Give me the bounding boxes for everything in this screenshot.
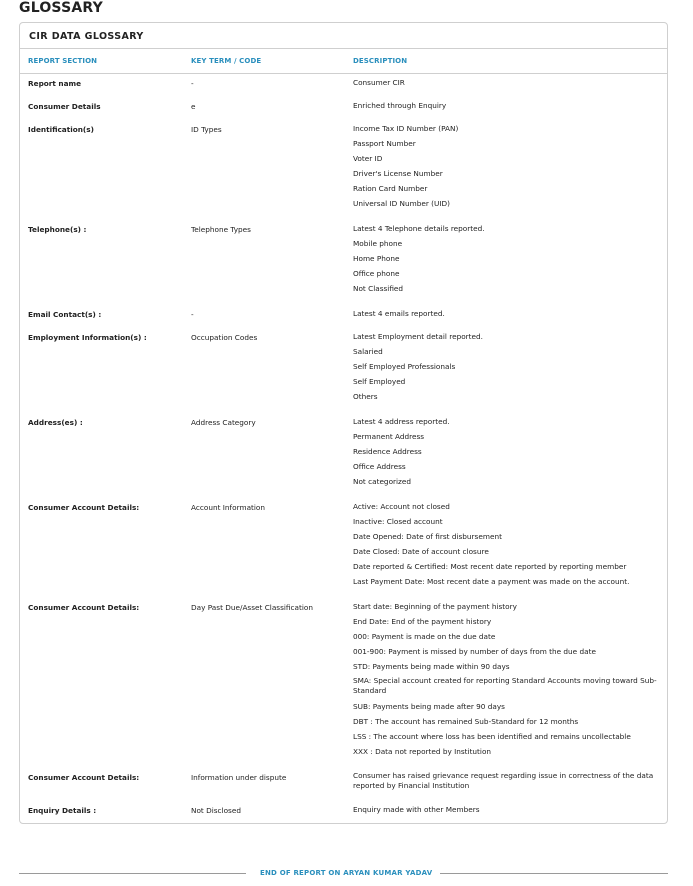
row-section: Email Contact(s) :	[28, 310, 102, 319]
description-line: Ration Card Number	[353, 184, 428, 193]
glossary-card	[19, 22, 668, 824]
header-report-section: REPORT SECTION	[28, 57, 98, 65]
description-line: Driver's License Number	[353, 169, 443, 178]
description-line: Latest 4 Telephone details reported.	[353, 224, 485, 233]
description-line: SUB: Payments being made after 90 days	[353, 702, 505, 711]
description-line: Date reported & Certified: Most recent date reported by reporting member	[353, 562, 627, 571]
row-term: Telephone Types	[191, 225, 251, 234]
description-line: Residence Address	[353, 447, 422, 456]
row-section: Consumer Account Details:	[28, 773, 140, 782]
description-line: Active: Account not closed	[353, 502, 450, 511]
footer-rule-left	[19, 873, 246, 874]
description-line: Latest 4 emails reported.	[353, 309, 445, 318]
description-line: Consumer CIR	[353, 78, 405, 87]
row-description	[353, 414, 663, 489]
row-term: ID Types	[191, 125, 222, 134]
description-line: Income Tax ID Number (PAN)	[353, 124, 459, 133]
header-description: DESCRIPTION	[353, 57, 408, 65]
description-line: LSS : The account where loss has been identified and remains uncollectable	[353, 732, 631, 741]
row-section: Enquiry Details :	[28, 806, 97, 815]
row-description	[353, 75, 663, 90]
description-line: Inactive: Closed account	[353, 517, 443, 526]
row-section: Consumer Account Details:	[28, 603, 140, 612]
description-line: Passport Number	[353, 139, 416, 148]
row-description	[353, 329, 663, 404]
description-line: Latest Employment detail reported.	[353, 332, 483, 341]
row-term: -	[191, 310, 194, 319]
description-line: STD: Payments being made within 90 days	[353, 662, 510, 671]
row-description	[353, 306, 663, 321]
footer-rule-right	[440, 873, 668, 874]
row-section: Employment Information(s) :	[28, 333, 147, 342]
description-line: Office phone	[353, 269, 400, 278]
header-divider	[20, 73, 667, 74]
description-line: Enquiry made with other Members	[353, 805, 480, 814]
row-description	[353, 98, 663, 113]
row-term: e	[191, 102, 196, 111]
description-line: SMA: Special account created for reporting Standard Accounts moving toward Sub-Standard	[353, 676, 657, 695]
row-term: Not Disclosed	[191, 806, 241, 815]
header-key-term: KEY TERM / CODE	[191, 57, 262, 65]
description-line: Consumer has raised grievance request regarding issue in correctness of the data reported by Financial Institution	[353, 771, 654, 790]
description-line: Office Address	[353, 462, 406, 471]
card-divider	[20, 48, 667, 49]
card-title: CIR DATA GLOSSARY	[29, 31, 144, 42]
end-of-report-text: END OF REPORT ON ARYAN KUMAR YADAV	[260, 869, 433, 877]
description-line: Others	[353, 392, 378, 401]
row-term: -	[191, 79, 194, 88]
row-description	[353, 769, 663, 794]
row-term: Address Category	[191, 418, 256, 427]
row-description	[353, 802, 663, 817]
description-line: Date Opened: Date of first disbursement	[353, 532, 502, 541]
row-term: Day Past Due/Asset Classification	[191, 603, 313, 612]
page-title: GLOSSARY	[19, 0, 103, 16]
row-description	[353, 499, 663, 589]
description-line: Latest 4 address reported.	[353, 417, 450, 426]
description-line: Self Employed	[353, 377, 406, 386]
description-line: Self Employed Professionals	[353, 362, 456, 371]
row-description	[353, 121, 663, 211]
description-line: Voter ID	[353, 154, 383, 163]
row-section: Telephone(s) :	[28, 225, 87, 234]
description-line: Not Classified	[353, 284, 404, 293]
description-line: Mobile phone	[353, 239, 403, 248]
row-section: Identification(s)	[28, 125, 94, 134]
description-line: Enriched through Enquiry	[353, 101, 447, 110]
description-line: Permanent Address	[353, 432, 425, 441]
description-line: End Date: End of the payment history	[353, 617, 492, 626]
row-section: Consumer Details	[28, 102, 101, 111]
description-line: XXX : Data not reported by Institution	[353, 747, 492, 756]
description-line: Salaried	[353, 347, 383, 356]
row-term: Account Information	[191, 503, 266, 512]
description-line: Start date: Beginning of the payment history	[353, 602, 517, 611]
description-line: 000: Payment is made on the due date	[353, 632, 496, 641]
row-description	[353, 221, 663, 296]
description-line: 001-900: Payment is missed by number of days from the due date	[353, 647, 596, 656]
description-line: Last Payment Date: Most recent date a payment was made on the account.	[353, 577, 630, 586]
row-section: Consumer Account Details:	[28, 503, 140, 512]
row-section: Address(es) :	[28, 418, 83, 427]
description-line: Home Phone	[353, 254, 400, 263]
description-line: Date Closed: Date of account closure	[353, 547, 489, 556]
row-term: Information under dispute	[191, 773, 287, 782]
description-line: Not categorized	[353, 477, 412, 486]
row-section: Report name	[28, 79, 82, 88]
description-line: DBT : The account has remained Sub-Standard for 12 months	[353, 717, 579, 726]
row-description	[353, 599, 663, 759]
description-line: Universal ID Number (UID)	[353, 199, 450, 208]
row-term: Occupation Codes	[191, 333, 258, 342]
